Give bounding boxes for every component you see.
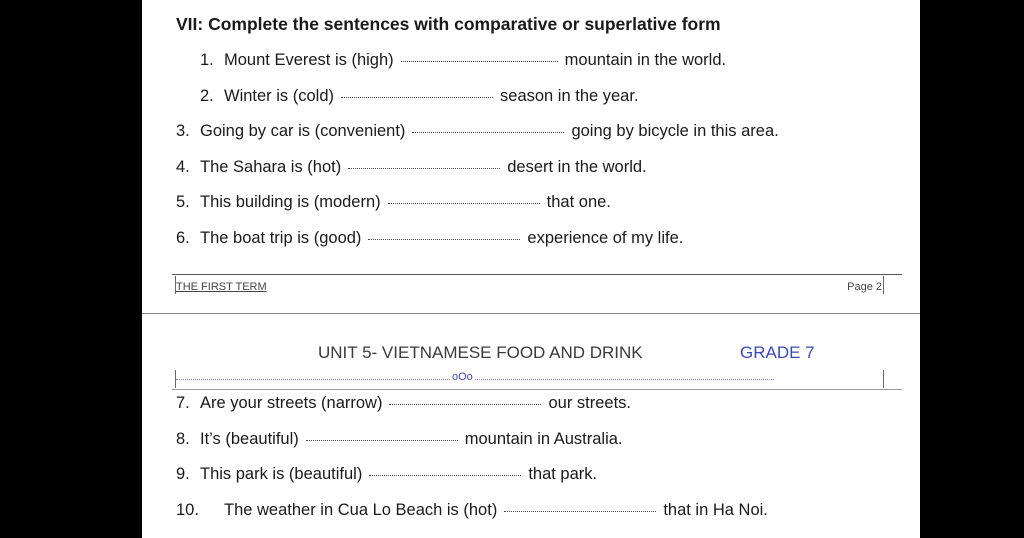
item-text-after: desert in the world. bbox=[507, 158, 647, 176]
unit-title: UNIT 5- VIETNAMESE FOOD AND DRINK bbox=[318, 343, 643, 362]
item-text-before: It’s (beautiful) bbox=[200, 430, 299, 448]
page-number: Page 2 bbox=[847, 281, 882, 293]
exercise-item-2 bbox=[200, 87, 639, 106]
exercise-item-10 bbox=[176, 501, 768, 520]
item-text-before: Going by car is (convenient) bbox=[200, 122, 406, 140]
exercise-item-9 bbox=[176, 465, 597, 484]
item-text-before: This park is (beautiful) bbox=[200, 465, 363, 483]
item-number: 3. bbox=[176, 122, 190, 140]
item-text-before: Winter is (cold) bbox=[224, 87, 335, 105]
item-text-after: experience of my life. bbox=[527, 229, 684, 247]
document-page bbox=[142, 0, 920, 538]
answer-blank[interactable] bbox=[368, 238, 520, 240]
answer-blank[interactable] bbox=[348, 167, 500, 169]
item-text-after: mountain in Australia. bbox=[464, 430, 623, 448]
header-dotted-rule bbox=[176, 379, 774, 380]
item-number: 4. bbox=[176, 158, 190, 176]
item-number: 2. bbox=[200, 87, 214, 105]
answer-blank[interactable] bbox=[341, 96, 493, 98]
footer-term: THE FIRST TERM bbox=[176, 281, 267, 293]
exercise-item-6 bbox=[176, 229, 683, 248]
answer-blank[interactable] bbox=[388, 202, 540, 204]
item-text-after: mountain in the world. bbox=[564, 51, 727, 69]
item-text-after: that one. bbox=[546, 193, 611, 211]
item-number: 10. bbox=[176, 501, 199, 519]
item-number: 6. bbox=[176, 229, 190, 247]
item-number: 7. bbox=[176, 394, 190, 412]
answer-blank[interactable] bbox=[389, 403, 541, 405]
item-number: 9. bbox=[176, 465, 190, 483]
item-text-before: The Sahara is (hot) bbox=[200, 158, 342, 176]
item-text-before: The weather in Cua Lo Beach is (hot) bbox=[224, 501, 498, 519]
answer-blank[interactable] bbox=[401, 60, 558, 62]
exercise-heading: VII: Complete the sentences with comparative or superlative form bbox=[176, 14, 721, 34]
item-number: 5. bbox=[176, 193, 190, 211]
exercise-item-4 bbox=[176, 158, 647, 177]
grade-label: GRADE 7 bbox=[740, 343, 815, 362]
item-text-before: Mount Everest is (high) bbox=[224, 51, 394, 69]
answer-blank[interactable] bbox=[504, 510, 656, 512]
header-right-bar bbox=[883, 370, 884, 388]
footer-right-bar bbox=[883, 276, 884, 294]
exercise-item-1 bbox=[200, 51, 726, 70]
item-text-before: The boat trip is (good) bbox=[200, 229, 362, 247]
item-number: 1. bbox=[200, 51, 214, 69]
exercise-item-5 bbox=[176, 193, 611, 212]
answer-blank[interactable] bbox=[412, 131, 564, 133]
item-number: 8. bbox=[176, 430, 190, 448]
exercise-item-3 bbox=[176, 122, 779, 141]
item-text-before: Are your streets (narrow) bbox=[200, 394, 383, 412]
header-ornament: oOo bbox=[452, 371, 473, 383]
item-text-after: that park. bbox=[528, 465, 598, 483]
item-text-after: season in the year. bbox=[500, 87, 639, 105]
footer-rule bbox=[172, 274, 902, 275]
exercise-item-7 bbox=[176, 394, 631, 413]
page-break bbox=[142, 313, 920, 314]
item-text-after: that in Ha Noi. bbox=[663, 501, 768, 519]
answer-blank[interactable] bbox=[369, 474, 521, 476]
exercise-item-8 bbox=[176, 430, 623, 449]
item-text-after: going by bicycle in this area. bbox=[571, 122, 779, 140]
header-rule bbox=[172, 389, 902, 390]
item-text-before: This building is (modern) bbox=[200, 193, 381, 211]
item-text-after: our streets. bbox=[548, 394, 632, 412]
answer-blank[interactable] bbox=[306, 439, 458, 441]
